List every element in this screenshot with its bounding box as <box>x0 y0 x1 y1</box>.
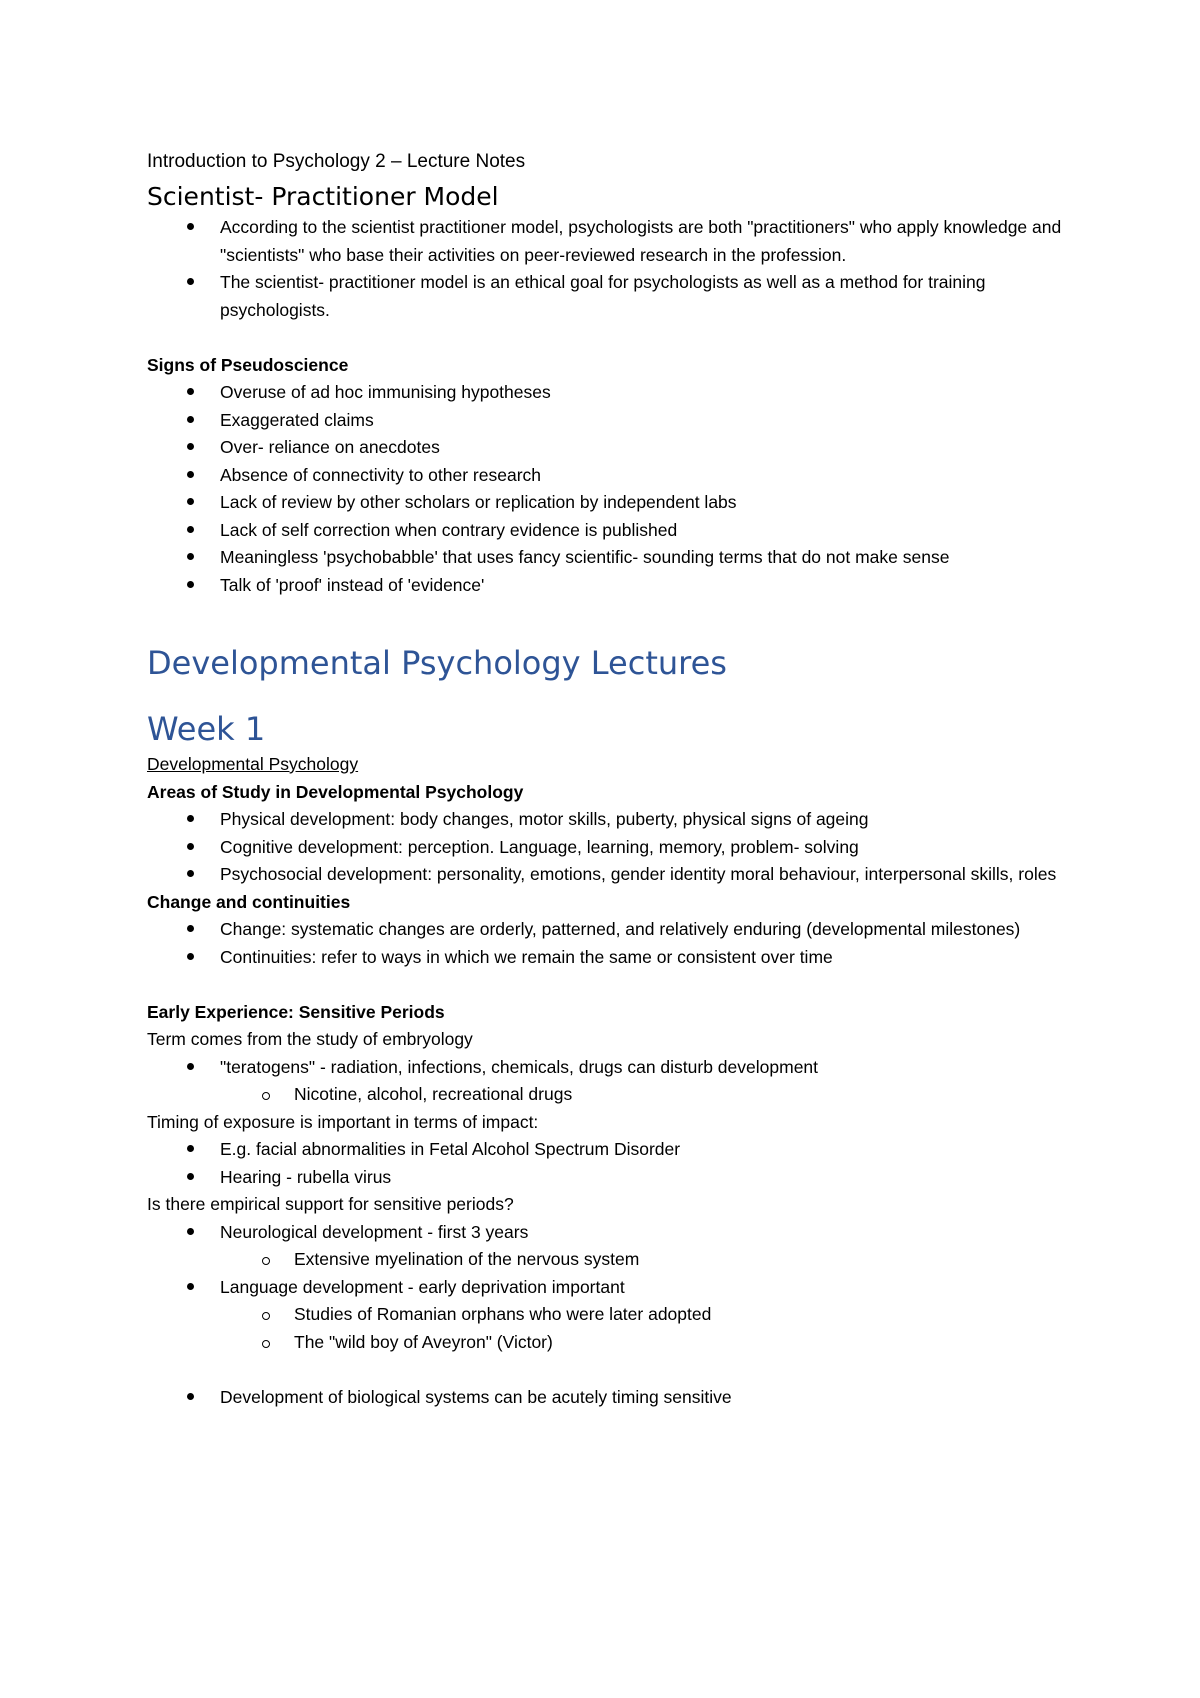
list-item: "teratogens" - radiation, infections, chemicals, drugs can disturb development <box>147 1054 1067 1082</box>
list-item: Overuse of ad hoc immunising hypotheses <box>147 379 1067 407</box>
list-item: Talk of 'proof' instead of 'evidence' <box>147 572 1067 600</box>
timing-list <box>147 1136 1067 1191</box>
list-item: The scientist- practitioner model is an ethical goal for psychologists as well as a method for training psychologists. <box>147 269 1067 324</box>
list-item: Absence of connectivity to other research <box>147 462 1067 490</box>
sublist-item: Nicotine, alcohol, recreational drugs <box>147 1081 1067 1109</box>
list-item: Lack of self correction when contrary evidence is published <box>147 517 1067 545</box>
areas-list <box>147 806 1067 889</box>
list-item: Neurological development - first 3 years <box>147 1219 1067 1247</box>
scientist-practitioner-list <box>147 214 1067 324</box>
scientist-practitioner-heading: Scientist- Practitioner Model <box>147 182 499 211</box>
language-list <box>147 1274 1067 1302</box>
document-title: Introduction to Psychology 2 – Lecture Notes <box>147 151 526 172</box>
document-content <box>147 148 1067 1411</box>
language-sublist <box>147 1301 1067 1356</box>
teratogens-list <box>147 1054 1067 1082</box>
change-heading: Change and continuities <box>147 891 351 912</box>
developmental-psychology-heading: Developmental Psychology Lectures <box>147 644 727 682</box>
sublist-item: The "wild boy of Aveyron" (Victor) <box>147 1329 1067 1357</box>
list-item: Meaningless 'psychobabble' that uses fancy scientific- sounding terms that do not make sense <box>147 544 1067 572</box>
list-item: Lack of review by other scholars or replication by independent labs <box>147 489 1067 517</box>
list-item: Over- reliance on anecdotes <box>147 434 1067 462</box>
list-item: Hearing - rubella virus <box>147 1164 1067 1192</box>
list-item: Language development - early deprivation important <box>147 1274 1067 1302</box>
list-item: According to the scientist practitioner model, psychologists are both "practitioners" who apply knowledge and "scientists" who base their activities on peer-reviewed research in the profession. <box>147 214 1067 269</box>
final-list <box>147 1384 1067 1412</box>
list-item: Physical development: body changes, motor skills, puberty, physical signs of ageing <box>147 806 1067 834</box>
pseudoscience-list <box>147 379 1067 599</box>
list-item: Continuities: refer to ways in which we remain the same or consistent over time <box>147 944 1067 972</box>
list-item: Exaggerated claims <box>147 407 1067 435</box>
week-heading: Week 1 <box>147 710 266 748</box>
neuro-list <box>147 1219 1067 1247</box>
early-experience-heading: Early Experience: Sensitive Periods <box>147 1001 445 1022</box>
areas-heading: Areas of Study in Developmental Psychology <box>147 781 524 802</box>
teratogens-sublist <box>147 1081 1067 1109</box>
neuro-sublist <box>147 1246 1067 1274</box>
sublist-item: Studies of Romanian orphans who were later adopted <box>147 1301 1067 1329</box>
early-experience-intro: Term comes from the study of embryology <box>147 1029 473 1049</box>
list-item: Cognitive development: perception. Language, learning, memory, problem- solving <box>147 834 1067 862</box>
list-item: E.g. facial abnormalities in Fetal Alcohol Spectrum Disorder <box>147 1136 1067 1164</box>
list-item: Development of biological systems can be acutely timing sensitive <box>147 1384 1067 1412</box>
support-text: Is there empirical support for sensitive periods? <box>147 1194 514 1214</box>
list-item: Psychosocial development: personality, emotions, gender identity moral behaviour, interpersonal skills, roles <box>147 861 1067 889</box>
change-list <box>147 916 1067 971</box>
list-item: Change: systematic changes are orderly, patterned, and relatively enduring (developmental milestones) <box>147 916 1067 944</box>
sublist-item: Extensive myelination of the nervous system <box>147 1246 1067 1274</box>
pseudoscience-heading: Signs of Pseudoscience <box>147 354 349 375</box>
developmental-subheading: Developmental Psychology <box>147 754 359 774</box>
timing-text: Timing of exposure is important in terms of impact: <box>147 1111 539 1132</box>
